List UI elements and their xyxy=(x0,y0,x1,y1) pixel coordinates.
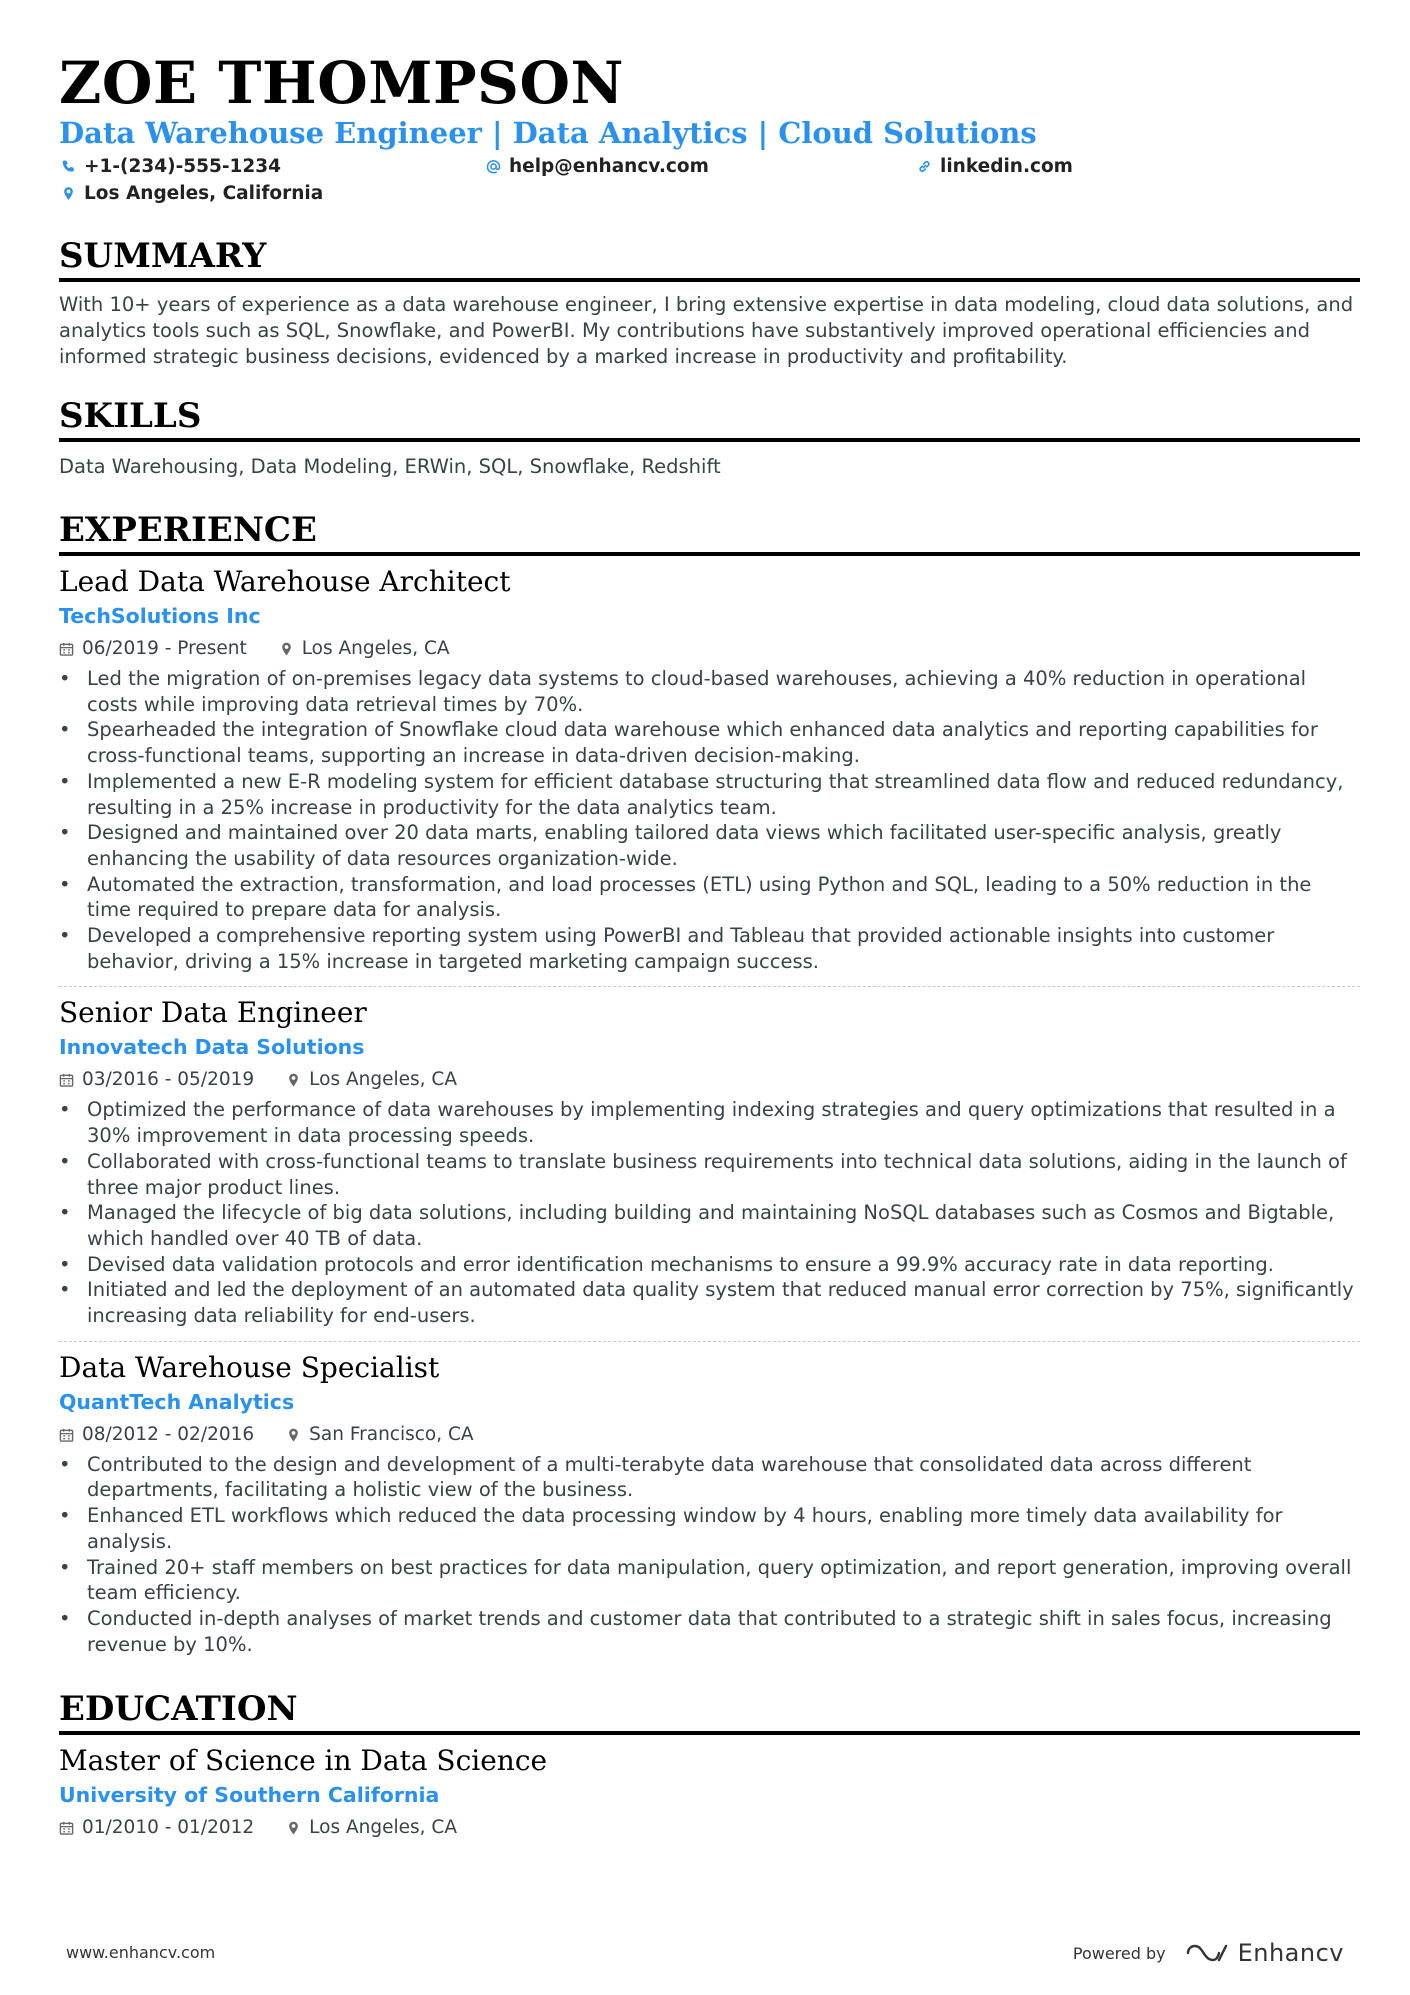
education-dates: 01/2010 - 01/2012 xyxy=(59,1815,254,1841)
skills-text: Data Warehousing, Data Modeling, ERWin, SQL, Snowflake, Redshift xyxy=(59,455,721,478)
bullet-item: • Conducted in-depth analyses of market trends and customer data that contributed to a strategic shift in sales focus, increasing revenue by 10%. xyxy=(59,1606,1360,1657)
location-text: Los Angeles, California xyxy=(84,183,324,204)
resume-page xyxy=(59,48,1360,1841)
education-school: University of Southern California xyxy=(59,1783,440,1808)
bullet-item: • Initiated and led the deployment of an automated data quality system that reduced manual error correction by 75%, significantly increasing data reliability for end-users. xyxy=(59,1277,1360,1328)
contact-email[interactable] xyxy=(486,156,709,177)
bullet-item: • Collaborated with cross-functional teams to translate business requirements into technical data solutions, aiding in the launch of three major product lines. xyxy=(59,1149,1360,1200)
bullet-item: • Trained 20+ staff members on best practices for data manipulation, query optimization, and report generation, improving overall team efficiency. xyxy=(59,1555,1360,1606)
enhancv-logo-icon xyxy=(1184,1941,1230,1965)
job-dates: 03/2016 - 05/2019 xyxy=(59,1067,254,1093)
job-entry xyxy=(59,1350,1360,1658)
enhancv-logo[interactable] xyxy=(1184,1939,1344,1967)
job-entry xyxy=(59,564,1360,974)
calendar-icon xyxy=(59,1427,74,1443)
location-pin-icon xyxy=(279,641,294,657)
bullet-item: • Spearheaded the integration of Snowflake cloud data warehouse which enhanced data analytics and reporting capabilities for cross-functional teams, supporting an increase in data-driven decision-making. xyxy=(59,717,1360,768)
job-meta xyxy=(59,636,1360,662)
contact-linkedin[interactable] xyxy=(917,156,1073,177)
contact-location xyxy=(61,183,323,204)
job-divider xyxy=(59,986,1360,987)
job-meta xyxy=(59,1422,1360,1448)
job-role: Data Warehouse Specialist xyxy=(59,1350,440,1384)
powered-by-text: Powered by xyxy=(1072,1943,1166,1963)
bullet-item: • Developed a comprehensive reporting system using PowerBI and Tableau that provided actionable insights into customer behavior, driving a 15% increase in targeted marketing campaign success. xyxy=(59,923,1360,974)
job-company: QuantTech Analytics xyxy=(59,1389,295,1414)
summary-heading: SUMMARY xyxy=(59,234,1360,282)
bullet-item: • Automated the extraction, transformation, and load processes (ETL) using Python and SQL, leading to a 50% reduction in the time required to prepare data for analysis. xyxy=(59,872,1360,923)
job-entry xyxy=(59,995,1360,1328)
candidate-title: Data Warehouse Engineer | Data Analytics | Cloud Solutions xyxy=(59,116,1037,150)
education-meta xyxy=(59,1815,1360,1841)
job-role: Lead Data Warehouse Architect xyxy=(59,565,511,598)
education-location: Los Angeles, CA xyxy=(286,1815,457,1841)
calendar-icon xyxy=(59,1820,74,1836)
job-bullets xyxy=(59,666,1360,974)
bullet-item: • Enhanced ETL workflows which reduced the data processing window by 4 hours, enabling more timely data availability for analysis. xyxy=(59,1503,1360,1554)
phone-icon xyxy=(61,159,76,174)
calendar-icon xyxy=(59,641,74,657)
candidate-name: ZOE THOMPSON xyxy=(59,49,624,117)
skills-section xyxy=(59,394,1360,480)
job-location: Los Angeles, CA xyxy=(279,636,450,662)
bullet-item: • Led the migration of on-premises legacy data systems to cloud-based warehouses, achieving a 40% reduction in operational costs while improving data retrieval times by 70%. xyxy=(59,666,1360,717)
job-bullets xyxy=(59,1452,1360,1658)
phone-text: +1-(234)-555-1234 xyxy=(84,156,282,177)
job-company: TechSolutions Inc xyxy=(59,604,261,628)
education-degree: Master of Science in Data Science xyxy=(59,1744,548,1778)
experience-heading: EXPERIENCE xyxy=(59,508,1360,556)
bullet-item: • Designed and maintained over 20 data marts, enabling tailored data views which facilitated user-specific analysis, greatly enhancing the usability of data resources organization-wide. xyxy=(59,820,1360,871)
bullet-item: • Managed the lifecycle of big data solutions, including building and maintaining NoSQL databases such as Cosmos and Bigtable, which handled over 40 TB of data. xyxy=(59,1200,1360,1251)
skills-heading: SKILLS xyxy=(59,394,1360,442)
bullet-item: • Optimized the performance of data warehouses by implementing indexing strategies and query optimizations that resulted in a 30% improvement in data processing speeds. xyxy=(59,1097,1360,1148)
email-text[interactable]: help@enhancv.com xyxy=(509,156,709,177)
contact-info xyxy=(59,152,1360,208)
footer-branding xyxy=(1073,1939,1344,1967)
linkedin-text[interactable]: linkedin.com xyxy=(940,156,1073,177)
job-divider xyxy=(59,1341,1360,1342)
brand-name: Enhancv xyxy=(1237,1939,1344,1967)
at-icon xyxy=(486,159,501,174)
location-pin-icon xyxy=(286,1072,301,1088)
experience-section xyxy=(59,508,1360,1657)
bullet-item: • Contributed to the design and development of a multi-terabyte data warehouse that consolidated data across different departments, facilitating a holistic view of the business. xyxy=(59,1452,1360,1503)
contact-phone xyxy=(61,156,281,177)
job-meta xyxy=(59,1067,1360,1093)
bullet-item: • Implemented a new E-R modeling system for efficient database structuring that streamlined data flow and reduced redundancy, resulting in a 25% increase in productivity for the data analytics team. xyxy=(59,769,1360,820)
job-role: Senior Data Engineer xyxy=(59,996,367,1030)
link-icon xyxy=(917,159,932,174)
summary-section xyxy=(59,234,1360,370)
location-pin-icon xyxy=(286,1820,301,1836)
location-pin-icon xyxy=(61,186,76,201)
job-bullets xyxy=(59,1097,1360,1328)
job-dates: 08/2012 - 02/2016 xyxy=(59,1422,254,1448)
job-location: San Francisco, CA xyxy=(286,1422,473,1448)
calendar-icon xyxy=(59,1072,74,1088)
education-heading: EDUCATION xyxy=(59,1687,1360,1735)
job-location: Los Angeles, CA xyxy=(286,1067,457,1093)
summary-text: With 10+ years of experience as a data warehouse engineer, I bring extensive expertise in data modeling, cloud data solutions, and analytics tools such as SQL, Snowflake, and PowerBI. My contributions have substantively improved operational efficiencies and informed strategic business decisions, evidenced by a marked increase in productivity and profitability. xyxy=(59,293,1354,368)
bullet-item: • Devised data validation protocols and error identification mechanisms to ensure a 99.9% accuracy rate in data reporting. xyxy=(59,1252,1360,1278)
footer-website[interactable]: www.enhancv.com xyxy=(66,1943,216,1962)
location-pin-icon xyxy=(286,1427,301,1443)
education-section xyxy=(59,1687,1360,1841)
job-company: Innovatech Data Solutions xyxy=(59,1035,365,1060)
job-dates: 06/2019 - Present xyxy=(59,636,247,662)
